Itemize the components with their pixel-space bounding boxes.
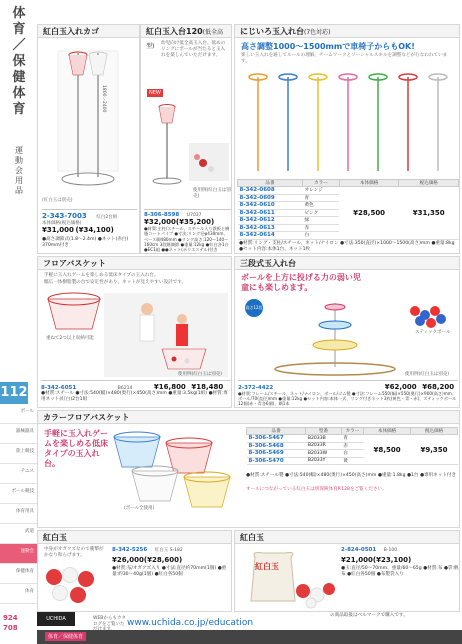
table-row: 8-306-5468 B2033R 赤 — [247, 442, 458, 450]
headline: ボールを上方に投げる力の弱い児童にも楽しめます。 — [241, 273, 361, 292]
headline: 手軽に玉入れゲームを楽しめる低床タイプの玉入れ台。 — [44, 429, 108, 468]
page-number: 112 — [0, 382, 28, 404]
tax-price: (¥23,100) — [372, 556, 412, 564]
tax-price: ¥68,200 — [422, 383, 455, 391]
table-row: 8-342-0613 赤 — [238, 224, 459, 232]
product-panel-balls — [37, 530, 232, 612]
spec: ●材質:リング・支柱/スチール、ネット/ナイロン ●寸法:350(直径)×1000〜1500(高さ)mm ●重量:8kg ●セット内容:本体1台、ネット1枚 — [239, 241, 455, 252]
product-panel-low-stand — [140, 24, 232, 254]
white-ball-image — [62, 567, 78, 583]
uchida-logo: UCHIDA — [37, 612, 75, 626]
table-row: 8-342-0612 緑 — [238, 217, 459, 225]
tax-price: (¥34,100) — [75, 226, 114, 234]
page-ref: 924 — [3, 614, 18, 622]
new-badge: NEW — [149, 90, 161, 96]
caption-2: 使用例(紅白玉は別売) — [178, 372, 223, 377]
nav-item[interactable]: ボール競技 — [0, 484, 37, 504]
nav-item[interactable]: ボール — [0, 404, 37, 424]
nav-item[interactable]: 器械器具 — [0, 424, 37, 444]
nav-item[interactable]: 体育用具 — [0, 504, 37, 524]
spec: ●材質:スチール ●寸法:540(幅)×480(奥行)×450(高さ)mm ●重量:3.5kg(1組) ●材質:専用ネット(紅白)2台1組 — [41, 391, 228, 402]
price: ¥28,500 — [339, 187, 399, 240]
nav-item[interactable]: テニス — [0, 464, 37, 484]
variant-table: 品番 型番 カラー 本体価格 税込価格 8-306-5467 B2033B 青 ¥8,500 ¥9,350 8-306-5468 B2033R 赤 8-306-5469 B2033W 白 8-306-5470 B2033Y 黄 — [246, 427, 458, 465]
height-badge: 高さ12段 — [245, 299, 263, 317]
basket-stand-image — [52, 45, 127, 195]
description-1: 手軽に玉入れゲームを楽しめる低床タイプの玉入れ台。 — [44, 273, 159, 278]
footer-bar — [37, 630, 462, 644]
section-title: 体育／保健体育 — [12, 6, 26, 117]
tax-price: ¥18,480 — [191, 383, 224, 391]
panel-title: にじいろ玉入れ台(7色対応) — [235, 25, 459, 38]
product-code: 8-306-8598 — [144, 212, 180, 218]
product-panel-ball-bag — [234, 530, 460, 612]
model: 紅白玉 S-182 — [154, 548, 183, 553]
headline: 高さ調整1000〜1500mmで車椅子からもOK! — [241, 42, 415, 51]
price: ¥31,000 — [42, 226, 74, 234]
price-label: 本体価格(税込価格) — [42, 221, 82, 226]
nav-item[interactable]: 陸上競技 — [0, 444, 37, 464]
panel-title: カラーフロアバスケット — [38, 411, 459, 424]
panel-title: 紅白玉入台120(低全高型) — [141, 25, 231, 38]
panel-title: 紅白玉入れカゴ — [38, 25, 139, 38]
spec: ●高さ調節式(1.8〜2.4m) ●ネット(赤白) 370mm付き — [42, 237, 129, 248]
height-label: 1800〜2400 — [101, 85, 106, 113]
model: U7037 — [186, 213, 202, 218]
panel-title: 三段式玉入れ台 — [235, 257, 459, 270]
side-nav — [0, 404, 37, 604]
nav-item-active[interactable]: 運動会 — [0, 544, 37, 564]
three-tier-image — [265, 297, 455, 377]
page-ref: 708 — [3, 624, 18, 632]
sidebar — [0, 0, 37, 644]
caption-2: 使用例(紅白玉は別売) — [405, 372, 450, 377]
price: ¥26,000 — [112, 556, 144, 564]
red-ball-image — [78, 571, 94, 587]
product-panel-three-tier — [234, 256, 460, 408]
rainbow-stands-image — [243, 63, 453, 179]
product-panel-basket — [37, 24, 140, 254]
description: 幼児向け低全高玉入台。低めのリングにボールが当たると玉入れを楽しんでいただけます。 — [161, 41, 226, 58]
red-ball-image — [70, 587, 86, 603]
panel-title: フロアバスケット — [38, 257, 231, 270]
nav-item[interactable]: 保健体育 — [0, 564, 37, 584]
footer-tag: 体育／保健体育 — [45, 632, 86, 641]
price: ¥32,000 — [144, 218, 176, 226]
table-row: 8-342-0608 オレンジ ¥28,500 ¥31,350 — [238, 187, 459, 195]
table-row: 8-342-0610 黄色 — [238, 202, 459, 210]
description-2: 幅広一体樹脂製の台で安定性があり、ネットが見えやすい設計です。 — [44, 280, 187, 285]
product-name: 紅白2台組 — [96, 215, 118, 220]
tax-price: ¥31,350 — [399, 187, 459, 240]
table-row: 8-306-5469 B2033W 白 — [247, 450, 458, 458]
color-baskets-image — [110, 427, 240, 511]
spec: ●材質:主柱/スチール、スチール入り鉄板と樹脂コートパイプ ●寸法:リング径φ430mm、ベース脚480mm ●リング高さ:120〜140〜160cm 3段階調節 ●重量:12kg ●紅白各1台 ●EC1組 ●●ネット(ポリエステル)付き — [144, 226, 230, 253]
product-code: 2-824-0501 — [341, 547, 377, 553]
note: オールにつながっている紅白玉は別保険体育P.128をご覧ください。 — [246, 487, 387, 492]
section-subtitle: 運動会用品 — [15, 146, 23, 195]
table-row: 8-342-0614 白 — [238, 232, 459, 240]
product-panel-floor-basket — [37, 256, 232, 408]
price: ¥21,000 — [341, 556, 373, 564]
table-row: 8-306-5470 B2033Y 黄 — [247, 457, 458, 465]
red-ball-image — [46, 569, 62, 585]
caption-1: スティックボール — [415, 330, 451, 335]
tax-price: (¥28,600) — [143, 556, 183, 564]
description: 中身がオガクズなので衝撃がかなり和らげます。 — [44, 547, 104, 558]
price: ¥8,500 — [364, 435, 411, 465]
caption: (ボール全使用) — [124, 506, 155, 511]
price: ¥16,800 — [153, 383, 186, 391]
model: B-100 — [383, 548, 398, 553]
caption: (紅白玉は別売) — [42, 198, 73, 203]
product-panel-rainbow — [234, 24, 460, 254]
nav-item[interactable]: 武道 — [0, 524, 37, 544]
product-code: 8-342-6051 — [41, 385, 77, 391]
product-code: 2-343-7003 — [42, 212, 87, 220]
spec: ●材質:フレーム/スチール、ネット/ナイロン、ボール/ゴム製 ●寸法:フレーム550(幅)×550(奥行)×900(高さ)mm、ボール/70(直径)mm ●重量:12kg ●セット内容:本体一式、リング付きネット3枚(黄色・青・赤)、スティックボール12個(赤・青各6個)、網1本 — [238, 391, 457, 407]
nav-item[interactable]: 体育 — [0, 584, 37, 604]
floor-basket-image — [42, 289, 230, 379]
white-ball-image — [52, 585, 68, 601]
website-url[interactable]: www.uchida.co.jp/education — [127, 618, 254, 628]
low-stand-image — [147, 99, 231, 187]
spec: ●材質:スチール製 ●寸法:540(幅)×480(奥行)×450(高さ)mm ●重量:1.8kg ●1台 ●専用ネット付き — [246, 473, 457, 478]
caption: 使用例(紅白玉は別売) — [193, 188, 231, 199]
table-row: 8-342-0611 ピンク — [238, 209, 459, 217]
description: 楽しい玉入れを通してルールの理解、チームワークとソーシャルスキルを調整などが行なわれています。 — [241, 53, 448, 64]
panel-title: 紅白玉 — [235, 531, 459, 544]
spec: ●材質:布/オガクズ入り ●寸法:直径約70mm(1個) ●重量:約30〜40g(1個) ●紅白各50個 — [112, 566, 227, 577]
spec: ●玉:直径/50〜70mm、重量/60〜65g ●材質:布 ●袋:帆布 ●紅白各50個 ●布製袋入り — [341, 566, 459, 577]
brand-note: の商品取扱はベルマークで購入です。 — [330, 613, 408, 618]
product-code: 2-372-4422 — [238, 385, 274, 391]
bag-label: 紅白玉 — [255, 562, 279, 571]
table-row: 8-306-5467 B2033B 青 ¥8,500 ¥9,350 — [247, 435, 458, 443]
caption-1: 重ねて2つ以上収納可能 — [46, 336, 94, 341]
product-panel-color-floor-basket — [37, 410, 460, 528]
ball-bag-image — [241, 547, 337, 609]
model: B6214 — [117, 386, 133, 391]
product-code: 8-342-5256 — [112, 547, 148, 553]
web-note: WEBからもカタログをご覧いた — [93, 616, 126, 627]
footer — [37, 612, 462, 644]
variant-table: 品番 カラー 本体価格 税込価格 8-342-0608 オレンジ ¥28,500 ¥31,350 8-342-0609 青 8-342-0610 黄色 8-342-0611 ピンク 8-342-0612 緑 8-342-0613 赤 8-342-0614 白 — [237, 179, 459, 240]
panel-title: 紅白玉 — [38, 531, 231, 544]
tax-price: ¥9,350 — [411, 435, 458, 465]
tax-price: (¥35,200) — [175, 218, 215, 226]
price: ¥62,000 — [384, 383, 417, 391]
table-row: 8-342-0609 青 — [238, 194, 459, 202]
